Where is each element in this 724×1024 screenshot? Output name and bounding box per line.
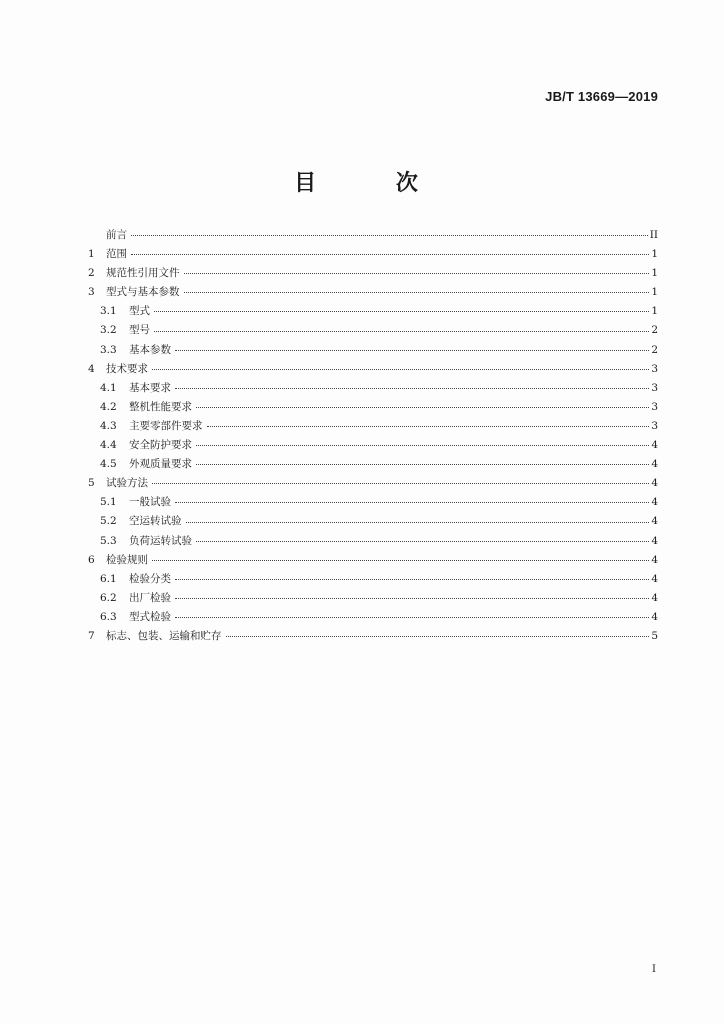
- page-title: 目 次: [294, 171, 454, 196]
- toc-entry[interactable]: [88, 551, 658, 570]
- table-of-contents: [88, 226, 658, 646]
- toc-entry-number: 4.1: [100, 381, 117, 394]
- toc-leader-dots: [207, 426, 650, 427]
- toc-entry-label: 技术要求: [106, 362, 148, 375]
- toc-entry[interactable]: [88, 245, 658, 264]
- toc-leader-dots: [196, 445, 649, 446]
- toc-entry[interactable]: [88, 608, 658, 627]
- toc-entry[interactable]: [88, 379, 658, 398]
- toc-leader-dots: [186, 522, 650, 523]
- toc-entry-page: 2: [651, 324, 658, 337]
- toc-entry[interactable]: [88, 341, 658, 360]
- toc-entry-page: 3: [651, 419, 658, 432]
- toc-entry[interactable]: [88, 417, 658, 436]
- toc-entry[interactable]: [88, 398, 658, 417]
- toc-entry-number: 5: [88, 477, 95, 490]
- toc-leader-dots: [175, 598, 649, 599]
- toc-entry-label: 基本要求: [129, 381, 171, 394]
- toc-entry-number: 4.3: [100, 419, 117, 432]
- toc-entry-page: 4: [651, 477, 658, 490]
- toc-leader-dots: [196, 464, 649, 465]
- toc-entry-number: 6.2: [100, 591, 117, 604]
- toc-entry-label: 检验分类: [129, 572, 171, 585]
- toc-entry[interactable]: [88, 474, 658, 493]
- toc-entry-number: 7: [88, 629, 95, 642]
- toc-entry-label: 试验方法: [106, 477, 148, 490]
- toc-leader-dots: [175, 350, 649, 351]
- toc-entry-label: 规范性引用文件: [106, 267, 180, 280]
- toc-entry[interactable]: [88, 283, 658, 302]
- toc-entry[interactable]: [88, 226, 658, 245]
- toc-entry[interactable]: [88, 264, 658, 283]
- toc-entry-label: 标志、包装、运输和贮存: [106, 629, 222, 642]
- page-number: I: [652, 964, 656, 975]
- toc-entry-page: 2: [651, 343, 658, 356]
- toc-entry-label: 负荷运转试验: [129, 534, 192, 547]
- toc-leader-dots: [196, 407, 649, 408]
- toc-entry-label: 型式: [129, 305, 150, 318]
- toc-entry-page: 4: [651, 591, 658, 604]
- toc-leader-dots: [152, 483, 649, 484]
- toc-leader-dots: [152, 369, 649, 370]
- toc-entry-label: 型号: [129, 324, 150, 337]
- toc-entry-label: 基本参数: [129, 343, 171, 356]
- toc-entry-label: 整机性能要求: [129, 400, 192, 413]
- toc-entry-number: 6.1: [100, 572, 117, 585]
- toc-entry[interactable]: [88, 493, 658, 512]
- toc-entry-page: 4: [651, 572, 658, 585]
- toc-entry-label: 一般试验: [129, 496, 171, 509]
- toc-entry-label: 检验规则: [106, 553, 148, 566]
- toc-entry-label: 型式检验: [129, 610, 171, 623]
- toc-entry-label: 外观质量要求: [129, 458, 192, 471]
- toc-entry-page: 4: [651, 439, 658, 452]
- toc-entry-number: 4.2: [100, 400, 117, 413]
- toc-leader-dots: [175, 617, 649, 618]
- toc-leader-dots: [196, 541, 649, 542]
- toc-leader-dots: [131, 254, 649, 255]
- toc-entry-label: 范围: [106, 248, 127, 261]
- toc-entry-label: 空运转试验: [129, 515, 182, 528]
- toc-leader-dots: [152, 560, 649, 561]
- toc-entry-page: II: [649, 229, 658, 241]
- toc-entry-number: 4.4: [100, 439, 117, 452]
- toc-entry-page: 4: [651, 534, 658, 547]
- toc-entry[interactable]: [88, 532, 658, 551]
- toc-entry-page: 1: [651, 286, 658, 299]
- toc-entry[interactable]: [88, 512, 658, 531]
- toc-entry-page: 1: [651, 305, 658, 318]
- toc-entry[interactable]: [88, 589, 658, 608]
- toc-entry-number: 3: [88, 286, 95, 299]
- toc-leader-dots: [154, 331, 649, 332]
- toc-entry-page: 4: [651, 515, 658, 528]
- toc-entry-number: 2: [88, 267, 95, 280]
- toc-entry-number: 4: [88, 362, 95, 375]
- toc-entry-page: 5: [651, 629, 658, 642]
- toc-leader-dots: [175, 502, 649, 503]
- toc-entry-label: 前言: [106, 229, 127, 241]
- toc-leader-dots: [184, 273, 650, 274]
- toc-entry-number: 3.2: [100, 324, 117, 337]
- standard-code: JB/T 13669—2019: [545, 89, 658, 104]
- toc-entry-page: 1: [651, 248, 658, 261]
- toc-entry-number: 5.3: [100, 534, 117, 547]
- toc-leader-dots: [175, 388, 649, 389]
- toc-entry-page: 4: [651, 553, 658, 566]
- toc-entry-number: 6: [88, 553, 95, 566]
- toc-entry-number: 4.5: [100, 458, 117, 471]
- toc-entry-page: 4: [651, 496, 658, 509]
- toc-entry-page: 3: [651, 381, 658, 394]
- toc-entry-page: 1: [651, 267, 658, 280]
- toc-entry-page: 3: [651, 362, 658, 375]
- toc-entry-page: 3: [651, 400, 658, 413]
- toc-entry-number: 3.3: [100, 343, 117, 356]
- toc-entry[interactable]: [88, 436, 658, 455]
- toc-entry-page: 4: [651, 458, 658, 471]
- toc-entry[interactable]: [88, 627, 658, 646]
- toc-leader-dots: [175, 579, 649, 580]
- toc-entry[interactable]: [88, 302, 658, 321]
- toc-entry-number: 6.3: [100, 610, 117, 623]
- toc-entry-label: 型式与基本参数: [106, 286, 180, 299]
- toc-entry-number: 1: [88, 248, 95, 261]
- toc-leader-dots: [184, 292, 650, 293]
- toc-entry-number: 5.1: [100, 496, 117, 509]
- toc-entry-page: 4: [651, 610, 658, 623]
- toc-entry-label: 主要零部件要求: [129, 419, 203, 432]
- toc-leader-dots: [131, 235, 648, 236]
- toc-entry[interactable]: [88, 321, 658, 340]
- toc-entry-number: 5.2: [100, 515, 117, 528]
- toc-entry[interactable]: [88, 455, 658, 474]
- toc-leader-dots: [226, 636, 650, 637]
- toc-entry[interactable]: [88, 570, 658, 589]
- toc-entry-number: 3.1: [100, 305, 117, 318]
- toc-entry-label: 出厂检验: [129, 591, 171, 604]
- toc-entry-label: 安全防护要求: [129, 439, 192, 452]
- toc-leader-dots: [154, 311, 649, 312]
- toc-entry[interactable]: [88, 360, 658, 379]
